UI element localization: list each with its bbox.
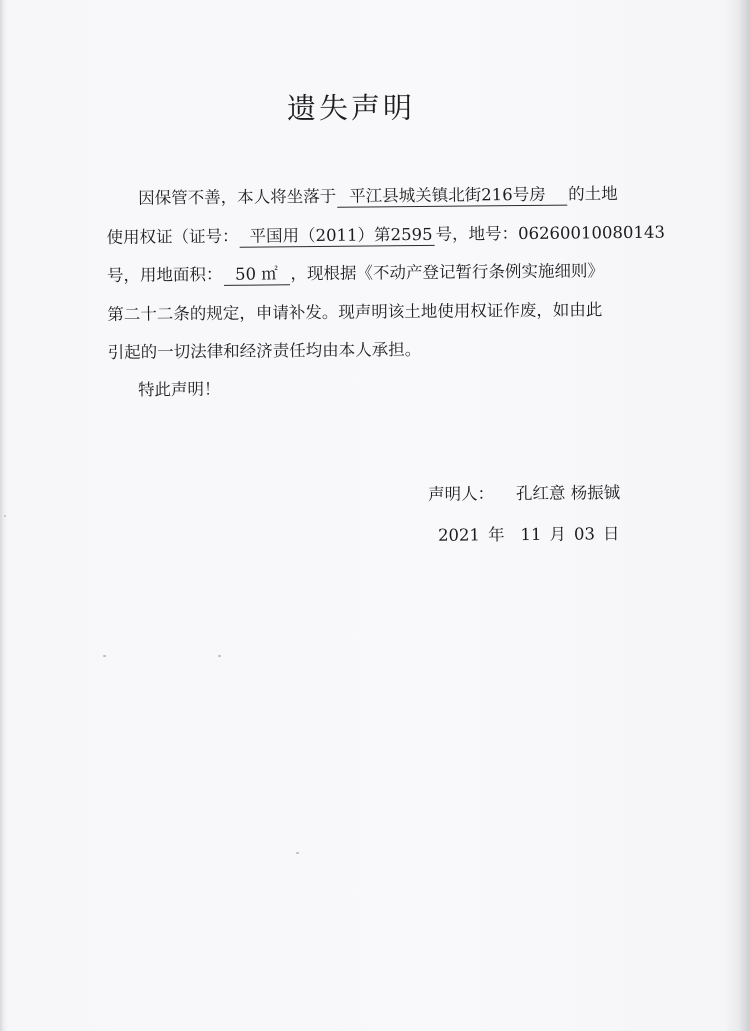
body-line-1: [106, 175, 666, 219]
certificate-number: 平国用（2011）第2595: [239, 224, 434, 247]
body-line-2: [106, 213, 666, 257]
scan-speck: [296, 852, 299, 854]
line-1-prefix: 因保管不善，本人将坐落于: [138, 186, 337, 208]
date-month-unit: 月: [549, 524, 567, 544]
line-2-prefix: 使用权证（证号：: [106, 226, 239, 247]
declaration-body: [106, 175, 668, 373]
date-year: 2021: [437, 525, 481, 545]
declarant-names: 孔红意 杨振铖: [515, 483, 621, 504]
signature-line: [428, 479, 620, 505]
line-2-suffix: 号，地号：06260010080143: [435, 222, 666, 244]
page-edge-shadow: [724, 0, 750, 1031]
line-3-prefix: 号，用地面积：: [106, 264, 223, 285]
body-line-4: 第二十二条的规定，申请补发。现声明该土地使用权证作废，如由此: [107, 299, 603, 324]
declaration-date: [438, 520, 620, 546]
scan-speck: [103, 655, 106, 657]
line-1-suffix: 的土地: [568, 184, 618, 204]
signature-label: 声明人：: [427, 484, 495, 504]
scan-speck: [218, 655, 221, 657]
date-day-unit: 日: [602, 524, 620, 544]
line-3-suffix: ，现根据《不动产登记暂行条例实施细则》: [290, 261, 604, 284]
page-title: 遗失声明: [286, 90, 416, 126]
date-day: 03: [573, 524, 596, 544]
closing-statement: 特此声明！: [137, 379, 221, 400]
body-line-3: [107, 252, 667, 296]
body-line-5: 引起的一切法律和经济责任均由本人承担。: [107, 339, 422, 362]
property-address: 平江县城关镇北街216号房: [337, 185, 567, 208]
date-year-unit: 年: [487, 525, 505, 545]
land-area: 50 ㎡: [223, 264, 289, 286]
scan-speck: [4, 515, 6, 517]
date-month: 11: [520, 524, 542, 545]
